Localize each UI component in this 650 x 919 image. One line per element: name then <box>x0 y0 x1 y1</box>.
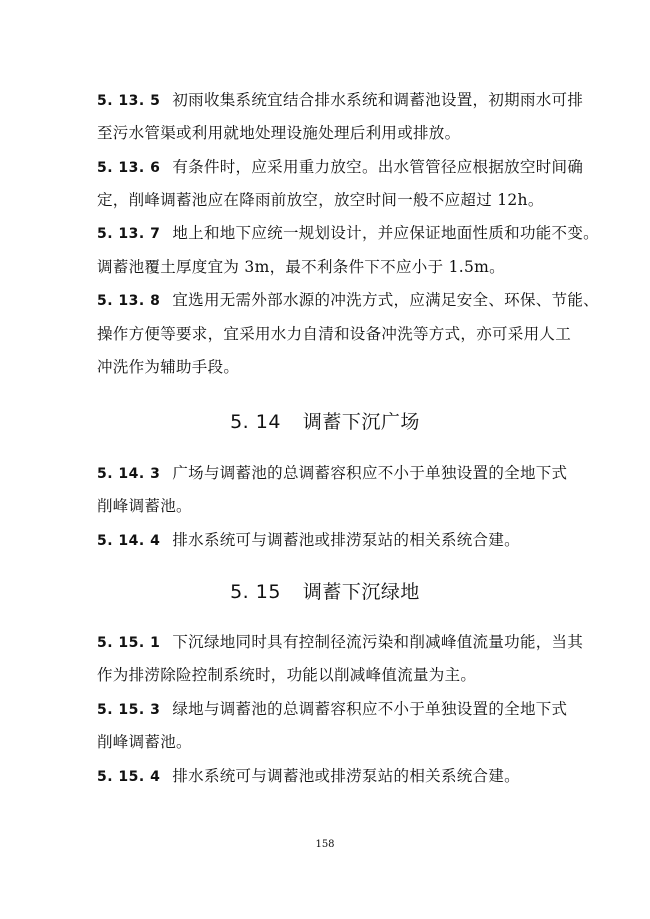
clause-text: 有条件时，应采用重力放空。出水管管径应根据放空时间确 <box>172 158 584 176</box>
clause-text: 下沉绿地同时具有控制径流污染和削减峰值流量功能，当其 <box>172 633 584 651</box>
section-heading-number: 5. 15 <box>230 581 281 603</box>
clause-text: 操作方便等要求，宜采用水力自清和设备冲洗等方式，亦可采用人工 <box>97 325 572 343</box>
section-heading-number: 5. 14 <box>230 411 281 433</box>
clause-text: 广场与调蓄池的总调蓄容积应不小于单独设置的全地下式 <box>172 464 568 482</box>
clause-line <box>97 530 520 551</box>
clause-number: 5. 13. 8 <box>97 293 161 309</box>
clause-number: 5. 13. 6 <box>97 160 161 176</box>
clause-line <box>97 699 567 720</box>
section-heading <box>0 580 650 604</box>
clause-line <box>97 463 567 484</box>
clause-text: 定，削峰调蓄池应在降雨前放空，放空时间一般不应超过 12h。 <box>97 191 544 209</box>
clause-number: 5. 15. 4 <box>97 769 161 785</box>
clause-line <box>97 732 192 752</box>
clause-number: 5. 15. 1 <box>97 635 161 651</box>
clause-text: 作为排涝除险控制系统时，功能以削减峰值流量为主。 <box>97 666 477 684</box>
clause-text: 至污水管渠或利用就地处理设施处理后利用或排放。 <box>97 124 461 142</box>
clause-line <box>97 496 192 516</box>
clause-line <box>97 665 476 685</box>
clause-text: 排水系统可与调蓄池或排涝泵站的相关系统合建。 <box>172 531 520 549</box>
clause-number: 5. 15. 3 <box>97 702 161 718</box>
clause-text: 初雨收集系统宜结合排水系统和调蓄池设置，初期雨水可排 <box>172 91 584 109</box>
clause-line <box>97 290 599 311</box>
clause-text: 调蓄池覆土厚度宜为 3m，最不利条件下不应小于 1.5m。 <box>97 258 505 276</box>
clause-line <box>97 632 583 653</box>
clause-text: 排水系统可与调蓄池或排涝泵站的相关系统合建。 <box>172 767 520 785</box>
section-heading <box>0 410 650 434</box>
clause-text: 地上和地下应统一规划设计，并应保证地面性质和功能不变。 <box>172 224 599 242</box>
clause-number: 5. 13. 5 <box>97 93 161 109</box>
clause-text: 削峰调蓄池。 <box>97 497 192 515</box>
clause-line <box>97 90 583 111</box>
clause-text: 宜选用无需外部水源的冲洗方式，应满足安全、环保、节能、 <box>172 291 599 309</box>
clause-number: 5. 13. 7 <box>97 226 161 242</box>
section-heading-title: 调蓄下沉绿地 <box>302 581 420 603</box>
clause-text: 绿地与调蓄池的总调蓄容积应不小于单独设置的全地下式 <box>172 700 568 718</box>
clause-text: 削峰调蓄池。 <box>97 733 192 751</box>
clause-line <box>97 223 599 244</box>
clause-line <box>97 766 520 787</box>
section-heading-title: 调蓄下沉广场 <box>302 411 420 433</box>
clause-line <box>97 357 239 377</box>
clause-line <box>97 190 544 210</box>
clause-number: 5. 14. 3 <box>97 466 161 482</box>
clause-line <box>97 123 460 143</box>
clause-text: 冲洗作为辅助手段。 <box>97 358 240 376</box>
page-number: 158 <box>315 839 335 850</box>
clause-line <box>97 157 583 178</box>
clause-number: 5. 14. 4 <box>97 533 161 549</box>
clause-line <box>97 324 571 344</box>
clause-line <box>97 257 505 277</box>
